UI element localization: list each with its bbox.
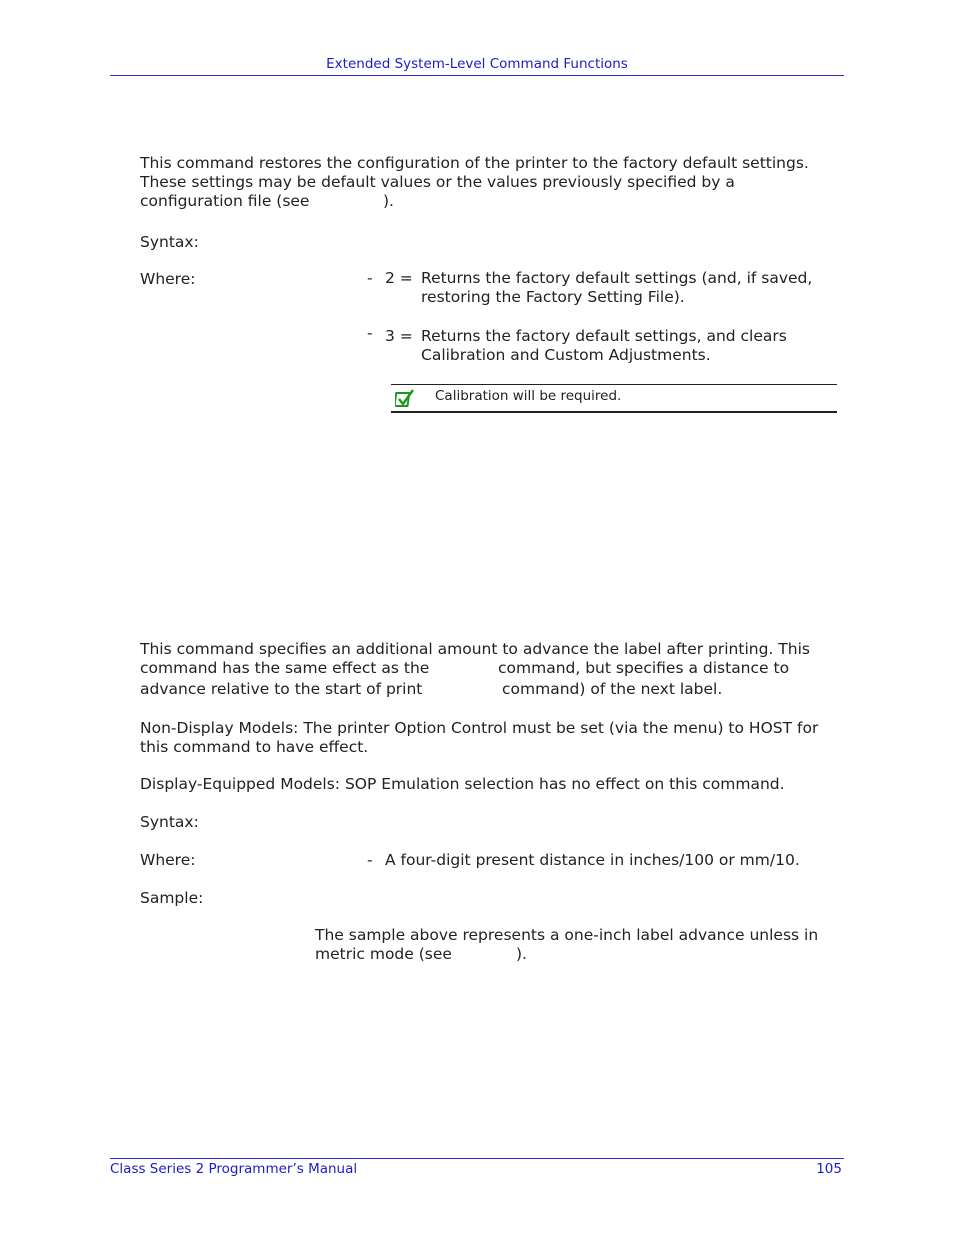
section2-where-label: Where:: [140, 851, 196, 869]
header-rule: [110, 75, 844, 76]
option-2-desc-line1: Returns the factory default settings (and, if saved,: [421, 269, 813, 287]
section2-syntax-label: Syntax:: [140, 813, 199, 831]
option-3-desc-line1: Returns the factory default settings, and clears: [421, 327, 787, 345]
section2-where-desc: A four-digit present distance in inches/100 or mm/10.: [385, 851, 800, 869]
section2-intro-line1: This command specifies an additional amount to advance the label after printing. This: [140, 640, 810, 658]
option-2-dash: -: [367, 269, 373, 287]
section2-where-dash: -: [367, 851, 373, 869]
option-3-dash: -: [367, 324, 373, 342]
non-display-line2: this command to have effect.: [140, 738, 369, 756]
section1-intro-line3: configuration file (see: [140, 192, 310, 210]
page-number: 105: [816, 1161, 842, 1177]
option-2-desc-line2: restoring the Factory Setting File).: [421, 288, 685, 306]
note-text: Calibration will be required.: [435, 388, 622, 404]
non-display-line1: Non-Display Models: The printer Option Control must be set (via the menu) to HOST for: [140, 719, 819, 737]
section2-intro-line3: advance relative to the start of print: [140, 680, 423, 698]
note-bottom-rule: [391, 411, 837, 413]
sample-desc-line1: The sample above represents a one-inch label advance unless in: [315, 926, 819, 944]
note-top-rule: [391, 384, 837, 385]
sample-desc-line2-end: ).: [516, 945, 527, 963]
section1-intro-line2: These settings may be default values or the values previously specified by a: [140, 173, 735, 191]
option-2-value: 2 =: [385, 269, 413, 287]
option-3-desc-line2: Calibration and Custom Adjustments.: [421, 346, 711, 364]
checkmark-note-icon: [395, 388, 415, 408]
section2-intro-line2: command has the same effect as the: [140, 659, 430, 677]
section1-intro-line1: This command restores the configuration of the printer to the factory default settings.: [140, 154, 809, 172]
footer-rule: [110, 1158, 844, 1159]
display-equipped-note: Display-Equipped Models: SOP Emulation selection has no effect on this command.: [140, 775, 785, 793]
sample-desc-line2: metric mode (see: [315, 945, 452, 963]
section1-syntax-label: Syntax:: [140, 233, 199, 251]
option-3-value: 3 =: [385, 327, 413, 345]
footer-manual-title: Class Series 2 Programmer’s Manual: [110, 1161, 358, 1177]
section2-intro-line3-end: command) of the next label.: [502, 680, 723, 698]
section2-sample-label: Sample:: [140, 889, 204, 907]
section1-intro-line3-end: ).: [383, 192, 394, 210]
section1-where-label: Where:: [140, 270, 196, 288]
section2-intro-line2-end: command, but specifies a distance to: [498, 659, 790, 677]
running-header: Extended System-Level Command Functions: [326, 56, 628, 72]
